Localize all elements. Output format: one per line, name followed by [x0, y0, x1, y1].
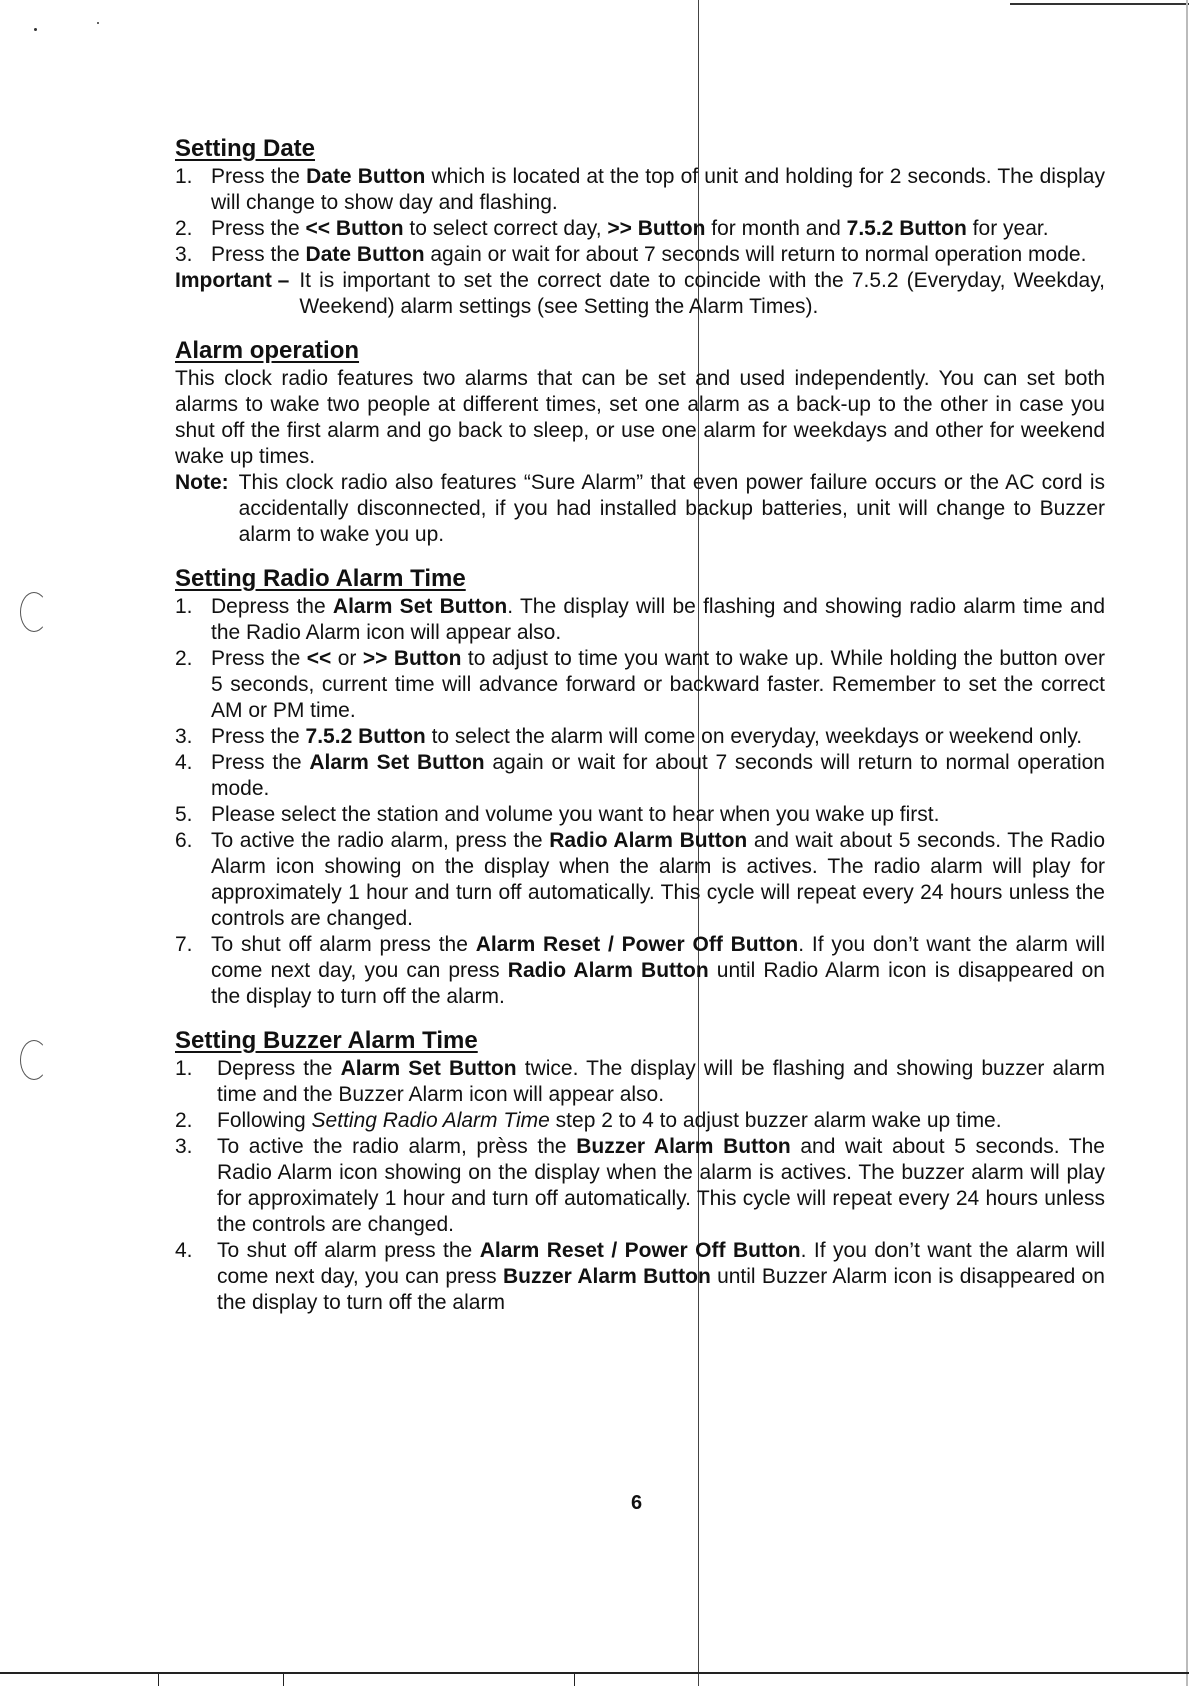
button-name: Radio Alarm Button: [507, 959, 709, 982]
list-item: [175, 802, 1105, 828]
section-setting-date: [175, 134, 1105, 320]
step-number: 1.: [175, 165, 193, 188]
section-heading: Setting Buzzer Alarm Time: [175, 1027, 478, 1054]
button-name: 7.5.2 Button: [305, 725, 426, 748]
step-text: To shut off alarm press the: [217, 1239, 480, 1262]
step-text: or: [331, 647, 363, 670]
list-item: [175, 750, 1105, 802]
scan-edge-top: [1010, 3, 1189, 5]
list-item: [175, 216, 1105, 242]
button-name: << Button: [305, 217, 404, 240]
alarm-operation-paragraph: This clock radio features two alarms that can be set and used independently. You can set both alarms to wake two people at different times, set one alarm as a back-up to the other in case you shut off the first alarm and go back to sleep, or use one alarm for weekdays and other for weekend wake up times.: [175, 367, 1105, 468]
list-item: [175, 164, 1105, 216]
scan-speck: [34, 28, 37, 31]
list-item: [175, 1056, 1106, 1108]
list-item: [175, 1134, 1105, 1238]
button-name: Date Button: [306, 165, 426, 188]
step-list: [175, 1056, 1105, 1316]
section-setting-radio-alarm-time: [175, 564, 1105, 1010]
button-name: 7.5.2 Button: [846, 217, 967, 240]
punch-hole-icon: [20, 592, 48, 632]
button-name: Alarm Set Button: [332, 595, 508, 618]
step-text: until Buzzer Alarm icon is disappeared on the display to turn off the alarm: [217, 1265, 1105, 1314]
step-text: to select correct day,: [403, 217, 608, 240]
step-number: 3.: [175, 725, 193, 748]
important-text: It is important to set the correct date to coincide with the 7.5.2 (Everyday, Weekday, Weekend) alarm settings (see Setting the Alarm Times).: [299, 269, 1105, 318]
button-name: Alarm Reset / Power Off Button: [475, 933, 799, 956]
reference-text: Setting Radio Alarm Time: [311, 1109, 550, 1132]
step-number: 1.: [175, 595, 193, 618]
step-text: to adjust to time you want to wake up. While holding the button over 5 seconds, current time will advance forward or backward faster. Remember to set the correct AM or PM time.: [211, 647, 1106, 722]
step-text: To active the radio alarm, prèss the: [217, 1135, 577, 1158]
step-number: 1.: [175, 1057, 193, 1080]
step-text: Please select the station and volume you want to hear when you wake up first.: [211, 803, 940, 826]
step-text: which is located at the top of unit and holding for 2 seconds. The display will change to show day and flashing.: [211, 165, 1105, 214]
section-heading: Alarm operation: [175, 337, 360, 364]
button-name: Buzzer Alarm Button: [576, 1135, 791, 1158]
step-text: Press the: [211, 725, 306, 748]
step-number: 2.: [175, 217, 193, 240]
important-note: [175, 268, 1105, 320]
list-item: [175, 242, 1105, 268]
step-text: twice. The display will be flashing and showing buzzer alarm time and the Buzzer Alarm icon will appear also.: [217, 1057, 1106, 1106]
button-name: >> Button: [607, 217, 706, 240]
button-name: <<: [306, 647, 332, 670]
button-name: Buzzer Alarm Button: [502, 1265, 711, 1288]
scan-edge-bottom: [0, 1672, 1189, 1674]
step-text: Following: [217, 1109, 312, 1132]
step-text: again or wait for about 7 seconds will return to normal operation mode.: [211, 751, 1105, 800]
step-number: 4.: [175, 1239, 193, 1262]
step-text: Depress the: [217, 1057, 341, 1080]
list-item: [175, 724, 1105, 750]
button-name: Date Button: [305, 243, 425, 266]
section-alarm-operation: [175, 336, 1105, 548]
step-text: until Radio Alarm icon is disappeared on the display to turn off the alarm.: [211, 959, 1105, 1008]
scan-edge-right: [1186, 0, 1188, 1686]
step-number: 6.: [175, 829, 193, 852]
button-name: >> Button: [362, 647, 462, 670]
list-item: [175, 828, 1105, 932]
list-item: [175, 1238, 1106, 1316]
button-name: Alarm Set Button: [340, 1057, 517, 1080]
step-text: . If you don’t want the alarm will come next day, you can press: [211, 933, 1106, 982]
step-text: and wait about 5 seconds. The Radio Alarm icon showing on the display when the alarm is actives. The radio alarm will play for approximately 1 hour and turn off automatically. This cycle will repeat every 24 hours unless the controls are changed.: [211, 829, 1105, 930]
button-name: Alarm Reset / Power Off Button: [479, 1239, 801, 1262]
step-text: again or wait for about 7 seconds will return to normal operation mode.: [424, 243, 1087, 266]
step-text: Press the: [211, 243, 306, 266]
step-number: 2.: [175, 1109, 193, 1132]
scan-speck: [97, 22, 99, 24]
section-heading: Setting Radio Alarm Time: [175, 565, 466, 592]
step-text: Depress the: [211, 595, 333, 618]
step-text: To shut off alarm press the: [211, 933, 476, 956]
section-heading: Setting Date: [175, 135, 316, 162]
step-text: Press the: [211, 165, 307, 188]
step-text: to select the alarm will come on everyday, weekdays or weekend only.: [425, 725, 1083, 748]
step-text: To active the radio alarm, press the: [211, 829, 550, 852]
scan-tick: [283, 1672, 284, 1686]
step-number: 4.: [175, 751, 193, 774]
list-item: [175, 1108, 1105, 1134]
button-name: Radio Alarm Button: [549, 829, 748, 852]
important-label: Important –: [175, 269, 290, 292]
step-number: 2.: [175, 647, 193, 670]
step-text: for year.: [966, 217, 1049, 240]
list-item: [175, 594, 1105, 646]
step-text: Press the: [211, 751, 310, 774]
step-text: and wait about 5 seconds. The Radio Alarm icon showing on the display when the alarm is actives. The buzzer alarm will play for approximately 1 hour and turn off automatically. This cycle will repeat every 24 hours unless the controls are changed.: [217, 1135, 1105, 1236]
step-list: [175, 164, 1105, 268]
list-item: [175, 932, 1106, 1010]
step-text: . The display will be flashing and showing radio alarm time and the Radio Alarm icon will appear also.: [211, 595, 1105, 644]
scan-tick: [574, 1672, 575, 1686]
step-number: 3.: [175, 1135, 193, 1158]
scan-tick: [158, 1672, 159, 1686]
button-name: Alarm Set Button: [309, 751, 485, 774]
step-list: [175, 594, 1105, 1010]
step-number: 5.: [175, 803, 193, 826]
section-setting-buzzer-alarm-time: [175, 1026, 1105, 1316]
step-text: step 2 to 4 to adjust buzzer alarm wake up time.: [549, 1109, 1002, 1132]
page-number: 6: [631, 1492, 643, 1514]
punch-hole-icon: [20, 1040, 48, 1080]
step-text: . If you don’t want the alarm will come next day, you can press: [217, 1239, 1106, 1288]
note: [175, 470, 1105, 548]
note-text: This clock radio also features “Sure Alarm” that even power failure occurs or the AC cord is accidentally disconnected, if you had installed backup batteries, unit will change to Buzzer alarm to wake you up.: [238, 471, 1105, 546]
step-text: Press the: [211, 217, 306, 240]
note-label: Note:: [175, 471, 229, 494]
list-item: [175, 646, 1106, 724]
step-text: for month and: [705, 217, 847, 240]
page-content: [175, 134, 1105, 1316]
step-text: Press the: [211, 647, 307, 670]
step-number: 7.: [175, 933, 193, 956]
step-number: 3.: [175, 243, 193, 266]
